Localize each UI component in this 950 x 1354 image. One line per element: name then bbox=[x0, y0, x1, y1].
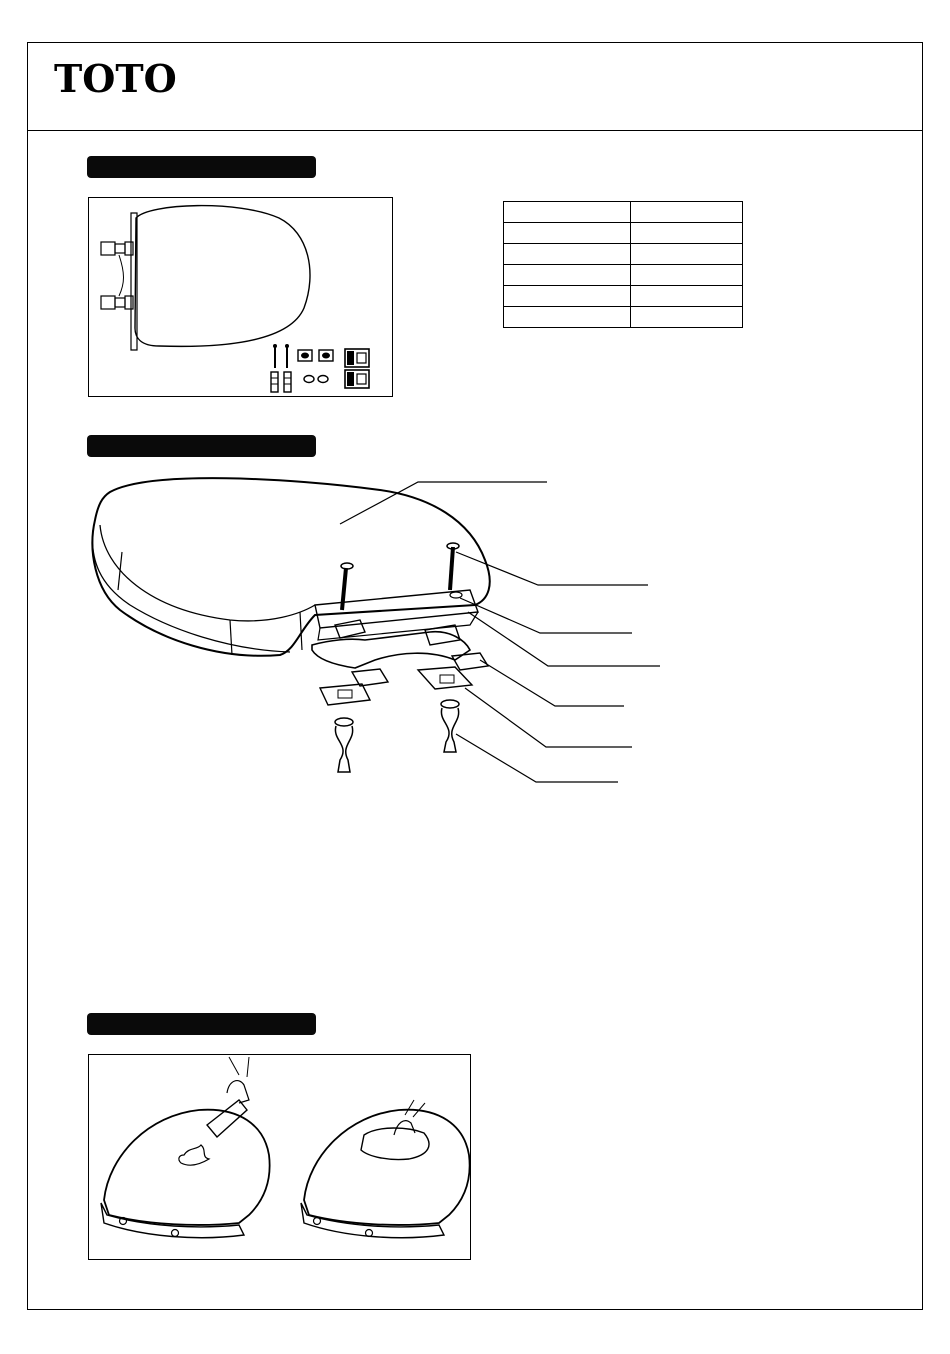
toto-logo: TOTO bbox=[54, 56, 177, 101]
care-figure bbox=[88, 1054, 471, 1260]
wipe-cleaning-icon bbox=[89, 1055, 472, 1261]
section-heading-bar-care bbox=[87, 1013, 316, 1035]
